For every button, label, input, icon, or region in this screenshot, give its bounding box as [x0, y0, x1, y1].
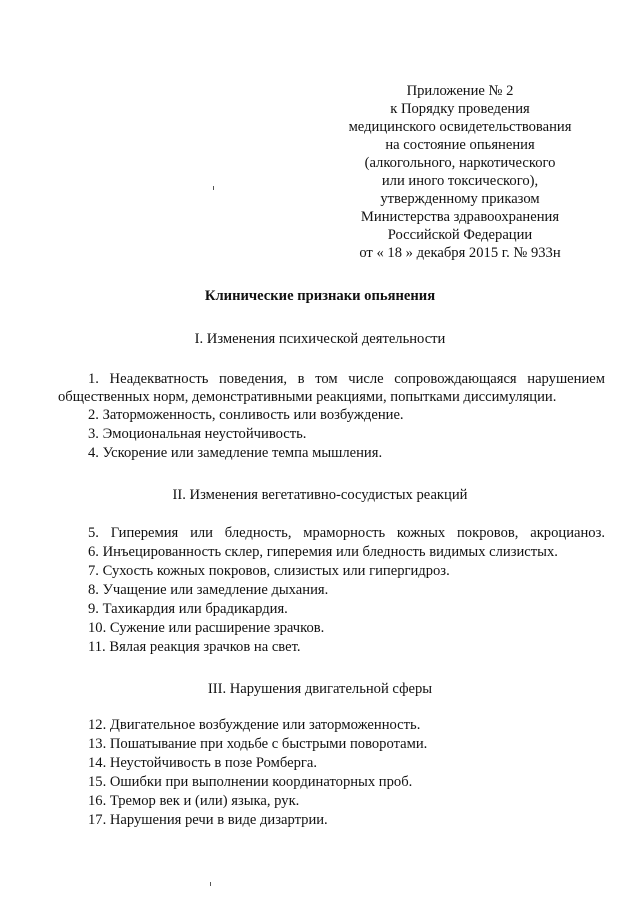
annex-line: утвержденному приказом	[380, 191, 540, 207]
scan-speck	[210, 882, 211, 886]
annex-line: медицинского освидетельствования	[348, 119, 572, 135]
list-item: 13. Пошатывание при ходьбе с быстрыми поворотами.	[88, 736, 428, 752]
list-item-line: 1. Неадекватность поведения, в том числе сопровождающаяся нарушением	[88, 371, 605, 387]
list-item: 5. Гиперемия или бледность, мраморность кожных покровов, акроцианоз.	[88, 525, 605, 541]
scan-speck	[213, 186, 214, 190]
annex-line: Российской Федерации	[387, 227, 533, 243]
annex-line: Приложение № 2	[406, 83, 514, 99]
list-item	[58, 370, 605, 406]
list-item: 8. Учащение или замедление дыхания.	[88, 582, 329, 598]
annex-line: или иного токсического),	[381, 173, 539, 189]
annex-line: Министерства здравоохранения	[360, 209, 560, 225]
annex-line: на состояние опьянения	[385, 137, 535, 153]
document-title: Клинические признаки опьянения	[204, 288, 436, 304]
list-item: 9. Тахикардия или брадикардия.	[88, 601, 288, 617]
list-item: 16. Тремор век и (или) языка, рук.	[88, 793, 300, 809]
list-item: 12. Двигательное возбуждение или заторможенность.	[88, 717, 421, 733]
list-item: 14. Неустойчивость в позе Ромберга.	[88, 755, 318, 771]
section-heading-1: I. Изменения психической деятельности	[194, 331, 446, 347]
list-item: 6. Инъецированность склер, гиперемия или бледность видимых слизистых.	[88, 544, 558, 560]
list-item: 7. Сухость кожных покровов, слизистых или гипергидроз.	[88, 563, 450, 579]
list-item: 17. Нарушения речи в виде дизартрии.	[88, 812, 328, 828]
annex-header	[330, 82, 590, 262]
annex-line: (алкогольного, наркотического	[364, 155, 556, 171]
list-item: 4. Ускорение или замедление темпа мышления.	[88, 445, 383, 461]
section-heading-3: III. Нарушения двигательной сферы	[207, 681, 433, 697]
list-item-line: общественных норм, демонстративными реакциями, попытками диссимуляции.	[58, 389, 557, 405]
annex-line: к Порядку проведения	[390, 101, 530, 117]
annex-line: от « 18 » декабря 2015 г. № 933н	[359, 245, 561, 261]
list-item: 2. Заторможенность, сонливость или возбуждение.	[88, 407, 404, 423]
list-item: 10. Сужение или расширение зрачков.	[88, 620, 325, 636]
section-heading-2: II. Изменения вегетативно-сосудистых реакций	[172, 487, 468, 503]
list-item: 15. Ошибки при выполнении координаторных проб.	[88, 774, 413, 790]
list-item: 3. Эмоциональная неустойчивость.	[88, 426, 307, 442]
list-item: 11. Вялая реакция зрачков на свет.	[88, 639, 301, 655]
